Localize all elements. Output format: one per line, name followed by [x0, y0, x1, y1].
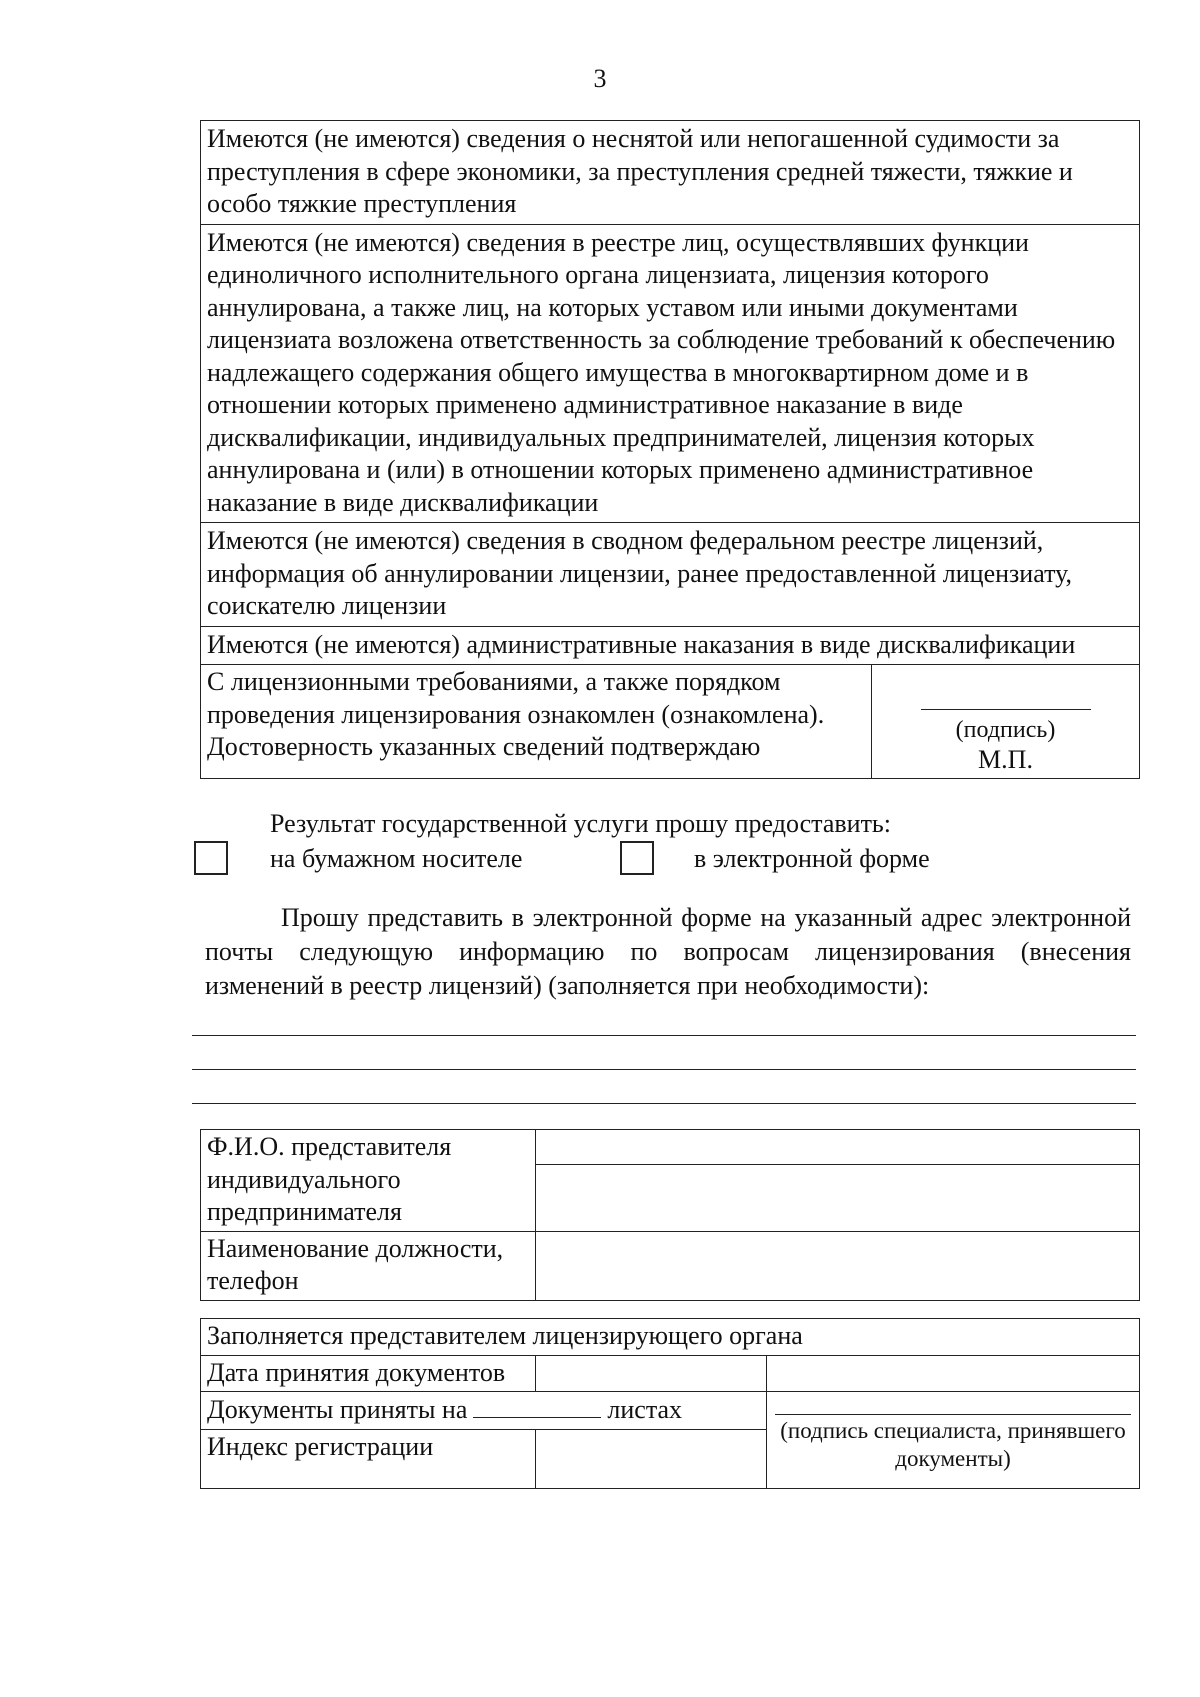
table-row	[201, 1231, 1140, 1300]
paper-delivery-checkbox[interactable]	[194, 841, 228, 875]
table-row	[201, 1130, 1140, 1165]
electronic-delivery-label: в электронной форме	[694, 844, 930, 873]
representative-fio-field[interactable]	[536, 1130, 1140, 1165]
disqualified-registry-cell: Имеются (не имеются) сведения в реестре лиц, осуществлявших функции единоличного исполнительного органа лицензиата, лицензия которого аннулирована, а также лиц, на которых уставом или иными документами лицензиата возложена ответственность за соблюдение требований к обеспечению надлежащего содержания общего имущества в многоквартирном доме и в отношении которых применено административное наказание в виде дисквалификации, индивидуальных предпринимателей, лицензия которых аннулирована и (или) в отношении которых применено административное наказание в виде дисквалификации	[201, 224, 1140, 523]
administrative-penalties-cell: Имеются (не имеются) административные наказания в виде дисквалификации	[201, 626, 1140, 665]
fill-in-line[interactable]	[192, 1103, 1136, 1104]
acceptance-date-label: Дата принятия документов	[201, 1355, 536, 1392]
fill-in-line[interactable]	[192, 1069, 1136, 1070]
representative-fio-field-2[interactable]	[536, 1164, 1140, 1231]
office-header: Заполняется представителем лицензирующего органа	[201, 1319, 1140, 1356]
table-row	[201, 523, 1140, 627]
applicant-info-table	[200, 120, 1140, 779]
representative-table	[200, 1129, 1140, 1301]
specialist-signature-cell[interactable]	[767, 1392, 1140, 1489]
specialist-signature-caption: (подпись специалиста, принявшего документы)	[780, 1418, 1126, 1471]
acceptance-date-field[interactable]	[536, 1355, 767, 1392]
signature-line[interactable]	[921, 709, 1091, 710]
result-delivery-title: Результат государственной услуги прошу предоставить:	[270, 809, 892, 838]
fill-in-line[interactable]	[192, 1035, 1136, 1036]
table-row	[201, 121, 1140, 225]
licensing-office-table	[200, 1318, 1140, 1489]
table-row	[201, 224, 1140, 523]
sheets-suffix: листах	[607, 1395, 683, 1424]
signature-caption: (подпись)	[955, 717, 1056, 743]
table-row	[201, 665, 1140, 779]
page-number: 3	[593, 64, 607, 93]
sheets-count-cell	[201, 1392, 767, 1430]
position-phone-label: Наименование должности, телефон	[201, 1231, 536, 1300]
specialist-signature-line[interactable]	[775, 1414, 1131, 1415]
table-row	[201, 1355, 1140, 1392]
representative-fio-label: Ф.И.О. представителя индивидуального предпринимателя	[201, 1130, 536, 1232]
criminal-record-cell: Имеются (не имеются) сведения о неснятой или непогашенной судимости за преступления в сфере экономики, за преступления средней тяжести, тяжкие и особо тяжкие преступления	[201, 121, 1140, 225]
paper-delivery-label: на бумажном носителе	[270, 844, 523, 873]
position-phone-field[interactable]	[536, 1231, 1140, 1300]
sheets-count-field[interactable]	[473, 1393, 601, 1418]
acknowledgement-text: С лицензионными требованиями, а также порядком проведения лицензирования ознакомлен (ознакомлена). Достоверность указанных сведений подтверждаю	[201, 665, 872, 779]
registration-index-label: Индекс регистрации	[201, 1429, 536, 1488]
table-row	[201, 626, 1140, 665]
electronic-delivery-checkbox[interactable]	[620, 841, 654, 875]
seal-label: М.П.	[978, 745, 1033, 774]
table-row	[201, 1319, 1140, 1356]
table-row	[201, 1392, 1140, 1430]
federal-registry-cell: Имеются (не имеются) сведения в сводном федеральном реестре лицензий, информация об аннулировании лицензии, ранее предоставленной лицензиату, соискателю лицензии	[201, 523, 1140, 627]
electronic-info-request: Прошу представить в электронной форме на указанный адрес электронной почты следующую информацию по вопросам лицензирования (внесения изменений в реестр лицензий) (заполняется при необходимости):	[205, 903, 1131, 1000]
acceptance-date-extra-field[interactable]	[767, 1355, 1140, 1392]
sheets-prefix: Документы приняты на	[207, 1395, 468, 1424]
registration-index-field[interactable]	[536, 1429, 767, 1488]
signature-cell[interactable]	[872, 665, 1140, 779]
